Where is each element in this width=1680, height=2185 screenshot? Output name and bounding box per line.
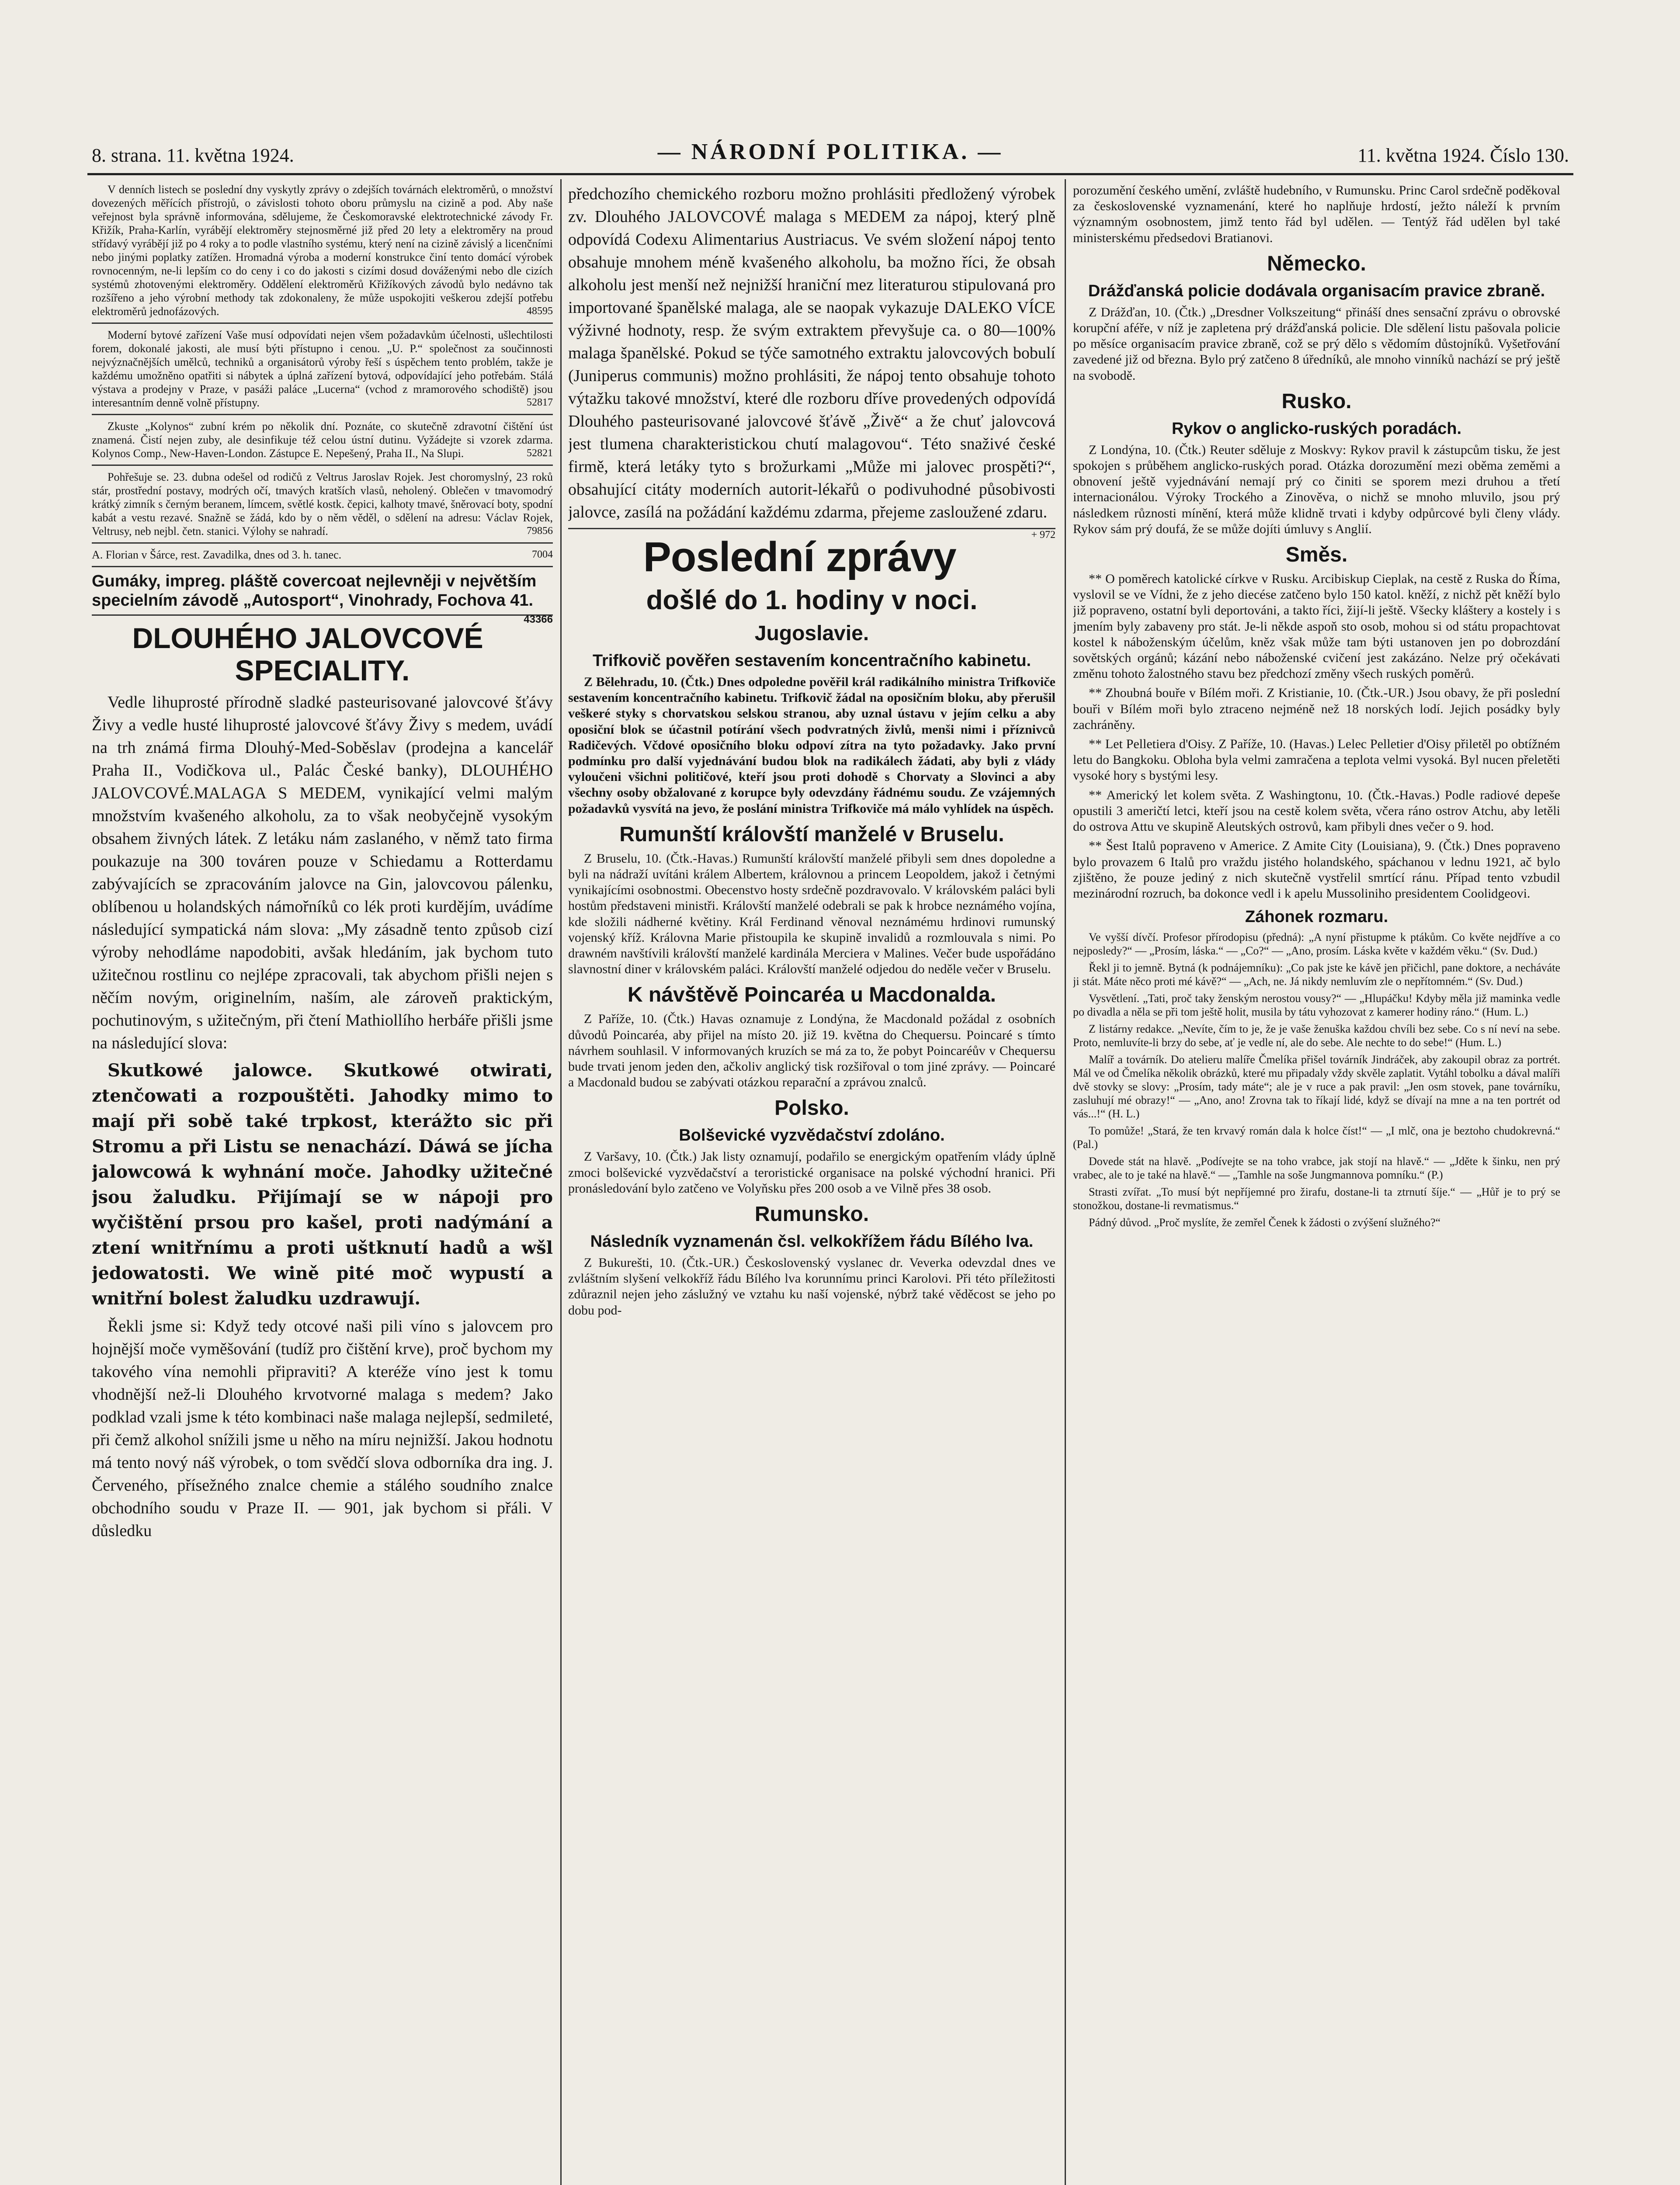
divider (92, 323, 553, 324)
article-paragraph: porozumění českého umění, zvláště hudebního, v Rumunsku. Princ Carol srdečně poděkoval za československé vyznamenání, které ho naplňuje hrdostí, ježto náleží k prvním významným osobnostem, jimž tento řád byl udělen. — Tentýž řád udělen byl také ministerskému předsedovi Bratianovi. (1073, 183, 1560, 245)
column-2 (568, 183, 1055, 2185)
section-subheadline: došlé do 1. hodiny v noci. (646, 585, 978, 615)
joke-paragraph: Z listárny redakce. „Nevíte, čím to je, že je vaše ženuška každou chvíli bez sebe. Co s ní neví na sebe. Proto, nemluvíte-li brzy do sebe, ať je vedle ní, ale do sebe. Ale nechte to do sebe!“ (Hum. L.) (1073, 1023, 1560, 1049)
article-headline: Trifkovič pověřen sestavením koncentračního kabinetu. (592, 652, 1031, 670)
joke-paragraph: Pádný důvod. „Proč myslíte, že zemřel Čenek k žádosti o zvýšení služného?“ (1089, 1216, 1441, 1229)
article-paragraph: Pohřešuje se. 23. dubna odešel od rodičů z Veltrus Jaroslav Rojek. Jest choromyslný, 23 roků stár, prostřední postavy, modrých očí, tmavých kratších vlasů, neholený. Oblečen v tmavomodrý krátký zimník s černým beranem, límcem, světlé kostk. čepici, kalhoty tmavé, šněrovací boty, spodní kabát a vestu rezavé. Snažně se žádá, kdo by o něm věděl, o sdělení na adresu: Václav Rojek, Veltrusy, neb nejbl. četn. stanici. Výlohy se nahradí. 79856 (92, 471, 553, 538)
article-headline: Rykov o anglicko-ruských poradách. (1171, 419, 1462, 438)
article-paragraph: Z Londýna, 10. (Čtk.) Reuter sděluje z Moskvy: Rykov pravil k zástupcům tisku, že jest spokojen s průběhem anglicko-ruských porad. Otázka dorozumění mezi oběma zeměmi a obnovení ještě vyjednávání nemají prý co činiti se sporem mezi druhou a třetí internacionálou. Výroky Trockého a Zinověva, o nichž se mnoho mluvilo, jsou prý následkem různosti mínění, která může klidně trvati i kdyby odpůrcové byli členy vlády. Rykov sám prý doufá, že se může dojíti úmluvy s Anglií. (1073, 442, 1560, 536)
country-heading: Rumunsko. (754, 1203, 869, 1226)
column-divider (1065, 179, 1066, 2185)
joke-paragraph: Ve vyšší dívčí. Profesor přírodopisu (předná): „A nyní přistupme k ptákům. Co květe nejdříve a co nejposledy?“ — „Prosím, láska.“ — „Co?“ — „Ano, prosím. Láska květe v každém věku.“ (Sv. Dud.) (1073, 931, 1560, 957)
article-paragraph: Moderní bytové zařízení Vaše musí odpovídati nejen všem požadavkům účelnosti, ušlechtilosti forem, dokonalé jakosti, ale musí býti přístupno i cenou. „U. P.“ společnost za součinnosti nejvýznačnějších umělců, techniků a organisátorů výroby řeší s úspěchem tento problém, takže je každému umožněno opatřiti si nábytek a úplná zařízení bytová, odpovídající jeho potřebám. Stálá výstava a prodejny v Praze, v pasáži paláce „Lucerna“ (vchod z mramorového schodiště) jsou interesantním denně volně přístupny. 52817 (92, 329, 553, 409)
article-headline: Drážďanská policie dodávala organisacím pravice zbraně. (1088, 281, 1545, 300)
fraktur-quote: Skutkowé jalowce. Skutkowé otwirati, ztenčowati a rozpouštěti. Jahodky mimo to mají při sobě také trpkost, kterážto sic při Stromu a při Listu se nenachází. Dáwá se jícha jalowcowá k wyhnání moče. Jahodky užitečné jsou žaludku. Přijímají se w nápoji pro wyčištění prsou pro kašel, proti nadýmání a ztení wnitřnímu a proti uštknutí hadů a wšl jedowatosti. We wině pité moč wypustí a wnitřní bolest žaludku uzdrawují. (92, 1060, 553, 1309)
section-headline: Poslední zprávy (643, 534, 956, 580)
country-heading: Německo. (1267, 252, 1366, 275)
joke-paragraph: To pomůže! „Stará, že ten krvavý román dala k holce číst!“ — „I mlč, ona je beztoho chudokrevná.“ (Pal.) (1073, 1124, 1560, 1151)
divider (92, 414, 553, 415)
divider (92, 542, 553, 544)
column-divider (560, 179, 562, 2185)
article-headline: Následník vyznamenán čsl. velkokřížem řádu Bílého lva. (590, 1232, 1034, 1251)
article-headline: Bolševické vyzvědačství zdoláno. (679, 1126, 945, 1145)
article-paragraph: Z Paříže, 10. (Čtk.) Havas oznamuje z Londýna, že Macdonald požádal z osobních důvodů Poincaréa, aby přijel na místo 20. již 19. května do Chequersu. Poincaré s tímto návrhem souhlasil. V informovaných kruzích se má za to, že pobyt Poincaréův v Chequersu bude trvati jenom jeden den, ačkoliv anglický tisk rozšiřoval o tom jiné zprávy. — Poincaré a Macdonald budou se zabývati otázkou reparační a zprávou znalců. (568, 1012, 1055, 1090)
article-paragraph: ** Americký let kolem světa. Z Washingtonu, 10. (Čtk.-Havas.) Podle radiové depeše opustili 3 američtí letci, kteří jsou na cestě kolem světa, včera ráno ostrov Atchu, aby letěli do ostrova Attu ve skupině Aleutských ostrovů, kam přibyli dnes večer o 9. hod. (1073, 787, 1560, 834)
article-paragraph: Vedle lihuprosté přírodně sladké pasteurisované jalovcové šťávy Živy a vedle husté lihuprosté jalovcové šťávy Živy s medem, uvádí na trh známá firma Dlouhý-Med-Soběslav (prodejna a kancelář Praha II., Vodičkova ul., Palác České banky), DLOUHÉHO JALOVCOVÉ.MALAGA S MEDEM, vynikající velmi malým množstvím kvašeného alkoholu, za to však neobyčejně vysokým obsahem živných látek. Z letáku nám zaslaného, v němž tato firma poukazuje na 300 továren pouze v Schiedamu a Rotterdamu zabývajících se zpracováním jalovce na Gin, jalovcovou pálenku, oblíbenou u holandských námořníků co lék proti kurdějím, uvádíme následující sympatická nám slova: „My zásadně tento způsob cizí výroby nehodláme napodobiti, avšak hledáním, jak bychom tuto užitečnou rostlinu co nejlépe zpracovali, tak abychom přišli nejen s něčím novým, originelním, naším, ale zároveň praktickým, pochutinovým, s užitečným, při čtení Mathiollího herbáře přišli jsme na následující slova: (92, 693, 553, 1052)
article-paragraph: Z Varšavy, 10. (Čtk.) Jak listy oznamují, podařilo se energickým opatřením vlády úplně zmoci bolševické vyzvědačství a teroristické organisace na polské východní hranici. Při pronásledování bylo zatčeno ve Volyňsku přes 200 osob a ve Vilně přes 38 osob. (568, 1149, 1055, 1196)
article-paragraph: ** Let Pelletiera d'Oisy. Z Paříže, 10. (Havas.) Lelec Pelletier d'Oisy přiletěl po obtížném letu do Bangkoku. Obloha byla velmi zamračena a teplota velmi vysoká. Byl nucen přeletěti vysoké hory s bystými lesy. (1073, 737, 1560, 783)
header-left: 8. strana. 11. května 1924. (92, 145, 294, 166)
newspaper-title: — NÁRODNÍ POLITIKA. — (657, 139, 1003, 164)
divider (92, 614, 553, 616)
header-right: 11. května 1924. Číslo 130. (1357, 145, 1569, 166)
article-headline: DLOUHÉHO JALOVCOVÉ SPECIALITY. (132, 622, 483, 687)
article-paragraph: Z Bruselu, 10. (Čtk.-Havas.) Rumunští královští manželé přibyli sem dnes dopoledne a byli na nádraží uvítáni králem Albertem, královnou a princem Leopoldem, jakož i četnými vynikajícími osobnostmi. Obecenstvo hosty srdečně pozdravovalo. V královském paláci byli hostům představeni ministři. Královští manželé odebrali se pak k hrobce neznámého vojína, kde složili nádherné květiny. Král Ferdinand věnoval neznámému hrdinovi rumunský vojenský kříž. Královna Marie přistoupila ke skupině invalidů a rozmlouvala s nimi. Po drawném navštívili královští manželé kardinála Merciera v Malines. Večer bude uspořádáno slavnostní diner v královském paláci. Královští manželé odjedou do neděle večer v Bruselu. (568, 851, 1055, 977)
country-heading: Polsko. (774, 1096, 849, 1120)
article-paragraph: Z Bukurešti, 10. (Čtk.-UR.) Československý vyslanec dr. Veverka odevzdal dnes ve zvláštním slyšení velkokříž řádu Bílého lva korunnímu princi Karolovi. Při této příležitosti zdůraznil nejen jeho záslužný ve vztahu ku naší vojenské, nýbrž také věděcost se jeho po dobu pod- (568, 1256, 1055, 1318)
section-heading: Záhonek rozmaru. (1245, 908, 1388, 926)
joke-paragraph: Dovede stát na hlavě. „Podívejte se na toho vrabce, jak stojí na hlavě.“ — „Jděte k šinku, nen prý vrabec, ale to je také na hlavě.“ — „Tamhle na soše Jungmannova pomníku.“ (P.) (1073, 1155, 1560, 1182)
article-paragraph: Z Drážďan, 10. (Čtk.) „Dresdner Volkszeitung“ přináší dnes sensační zprávu o obrovské korupční aféře, v níž je zapletena prý drážďanská policie. Dle sdělení listu pašovala policie po měsíce organisacím pravice zbraně, což se prý dělo s vědomím důstojníků. Vyšetřování zavedené již od března. Bylo prý zatčeno 8 úředníků, ale mnoho vinníků nachází se prý ještě na svobodě. (1073, 305, 1560, 383)
article-headline: K návštěvě Poincaréa u Macdonalda. (628, 983, 996, 1007)
article-paragraph: Řekli jsme si: Když tedy otcové naši pili víno s jalovcem pro hojnější moče vyměšování (tudíž pro čištění krve), proč bychom my takového vína nemohli připraviti? A kteréže víno jest k tomu vhodnější než-li Dlouhého krvotvorné malaga s medem? Jako podklad vzali jsme k této kombinaci naše malaga nejlepší, sedmileté, při čemž alkohol snížili jsme u něho na míru nejnižší. Jakou hodnotu má tento nový náš výrobek, o tom svědčí slova odborníka dra ing. J. Červeného, přísežného znalce chemie a stálého soudního znalce obchodního soudu v Praze II. — 901, jak bychom si přáli. V důsledku (92, 1317, 553, 1540)
article-headline: Rumunští královští manželé v Bruselu. (619, 822, 1004, 846)
article-paragraph: ** Zhoubná bouře v Bílém moři. Z Kristianie, 10. (Čtk.-UR.) Jsou obavy, že při poslední bouři v Bílém moři bylo ztraceno nejméně než 18 norských lodí. Jejich posádky byly zachráněny. (1073, 686, 1560, 732)
masthead (87, 139, 1573, 168)
header-rule (87, 173, 1573, 175)
article-paragraph: předchozího chemického rozboru možno prohlásiti předložený výrobek zv. Dlouhého JALOVCOVÉ malaga s MEDEM za nápoj, který plně odpovídá Codexu Alimentarius Austriacus. Ve svém složení nápoj tento obsahuje mnohem méně kvašeného alkoholu, ba možno říci, že obsah alkoholu jest menší než nejnižší hraniční mez literaturou stipulovaná pro importované španělské malaga, ale se naopak vykazuje DALEKO VÍCE výživné hodnoty, resp. že svým extraktem převyšuje ca. o 80—100% malaga španělské. Pokud se týče samotného extraktu jalovcových bobulí (Juniperus communis) možno prohlásiti, že nápoj tento obsahuje tohoto výtažku takové množství, které dle rozboru dříve provedených odpovídá Dlouhého pasteurisované jalovcové šťávě „Živě“ a že chuť jalovcová jest tlumena charakteristickou chutí malagovou“. Této snaživé české firmě, která letáky tyto s brožurkami „Může mi jalovec prospěti?“, obsahující citáty moderních autorit-lékařů o podivuhodné působivosti jalovce, zasílá na požádání každému zdarma, přejeme zasloužené zdaru. + 972 (568, 185, 1055, 541)
joke-paragraph: Strasti zvířat. „To musí být nepříjemné pro žirafu, dostane-li ta ztrnutí šíje.“ — „Hůř je to prý se stonožkou, dostane-li revmatismus.“ (1073, 1186, 1560, 1212)
article-paragraph: Zkuste „Kolynos“ zubní krém po několik dní. Poznáte, co skutečně zdravotní čištění úst znamená. Čistí nejen zuby, ale desinfikuje též celou ústní dutinu. Vyžádejte si vzorek zdarma. Kolynos Comp., New-Haven-London. Zástupce E. Nepešený, Praha II., Na Slupi. 52821 (92, 420, 553, 460)
article-paragraph: ** Šest Italů popraveno v Americe. Z Amite City (Louisiana), 9. (Čtk.) Dnes popraveno bylo provazem 6 Italů pro vraždu jistého holandského, spáchanou v lednu 1921, ač bylo zjištěno, že pouze jediný z nich skutečně vystřelil smrtící ránu. Případ tento vzbudil mezinárodní rozruch, ba dokonce vedl i k apelu Mussoliniho presidentem Coolidgeovi. (1073, 839, 1560, 901)
joke-paragraph: Malíř a továrník. Do atelieru malíře Čmelíka přišel továrník Jindráček, aby zakoupil obraz za portrét. Mál ve od Čmelíka několik obrázků, které mu připadaly vždy skvěle zaplatit. Vytáhl tobolku a dával malíři dvě stovky se slovy: „Prosím, tady máte“; ale je v ruce a pak pravil: „Jen osm stovek, pane továrníku, zasluhují mé obrazy!“ — „Ano, ano! Zrovna tak to říkají lidé, když se dívají na mne a na ten portrét od vás...!“ (H. L.) (1073, 1053, 1560, 1120)
article-paragraph: ** O poměrech katolické církve v Rusku. Arcibiskup Cieplak, na cestě z Ruska do Říma, vyslovil se ve Vídni, že z jeho diecése zatčeno bylo 150 katol. kněží, z nichž pět kněží bylo již popraveno, ostatní byli deportováni, a takto říci, žijí-li ještě. Všecky kláštery a kostely i s jmením byly zabaveny pro stát. Je-li někde aspoň sto osob, mohou si od státu propachtovat kostel k náboženským účelům, kněz však může tam býti ustanoven jen po dobrozdání sovětských orgánů; kázání nebo náboženské cvičení jest zakázáno. Nelze prý očekávati změnu tohoto žalostného stavu bez předchozí změny všech ruských poměrů. (1073, 572, 1560, 681)
divider (92, 465, 553, 466)
country-heading: Jugoslavie. (754, 622, 869, 645)
section-heading: Směs. (1285, 543, 1348, 567)
advertisement: Gumáky, impreg. pláště covercoat nejlevněji v největším specielním závodě „Autosport“, Vinohrady, Fochova 41. 43366 (92, 572, 553, 625)
column-1 (92, 183, 553, 2185)
article-paragraph: V denních listech se poslední dny vyskytly zprávy o zdejších továrnách elektroměrů, o množství dovezených měřících přístrojů, o závislosti tohoto oboru průmyslu na cizině a pod. Aby naše veřejnost byla správně informována, sdělujeme, že Českomoravské elektrotechnické závody Fr. Křižík, Praha-Karlín, vyrábějí elektroměry stejnosměrné již před 20 lety a elektroměry na proud střídavý vyrábějí již po 4 roky a to podle vlastního systému, který není na cizině závislý a licenčními nebo jinými poplatky zatížen. Hromadná výroba a moderní konstrukce činí tento domácí výrobek rovnocenným, ne-li lepším co do ceny i co do jakosti s cizími dosud dováženými nebo dle cizích systémů zhotovenými elektroměry. Oddělení elektroměrů Křižíkových závodů bylo nedávno tak rozšířeno a jeho výrobní methody tak zdokonaleny, že může uspokojiti veškerou zdejší potřebu elektroměrů jednofázových. 48595 (92, 183, 553, 318)
country-heading: Rusko. (1281, 389, 1352, 413)
article-paragraph: A. Florian v Šárce, rest. Zavadilka, dnes od 3. h. tanec. 7004 (92, 548, 553, 561)
divider (568, 528, 1055, 529)
joke-paragraph: Vysvětlení. „Tati, proč taky ženským nerostou vousy?“ — „Hlupáčku! Kdyby měla již maminka vedle po divadla a něla se při tom ještě holit, musila by tátu vyhozovat z kamerer hodiny ráno.“ (Hum. L.) (1073, 992, 1560, 1019)
divider (92, 566, 553, 567)
article-paragraph: Z Bělehradu, 10. (Čtk.) Dnes odpoledne pověřil král radikálního ministra Trifkoviče sestavením koncentračního kabinetu. Trifkovič žádal na oposičním bloku, aby přerušil veškeré styky s chorvatskou selskou stranou, aby uznal ústavu v jejím celku a aby oposiční blok se účastnil potírání všech podvratných živlů, menši nimi i příznivců Radičevých. Včdové oposičního bloku odpoví zítra na tyto požadavky. Jako první podmínku pro další vyjednávání budou blok na radikálech žádati, aby byli z vlády vyloučeni všichni političové, kteří jsou proti dohodě s Chorvaty a Slovinci a aby všechny osoby obžalované z korupce byly odevzdány řádnému soudu. Ze vzájemných požadavků vysvítá na jevo, že poslání ministra Trifkoviče má málo vyhlídek na úspěch. (568, 675, 1055, 816)
joke-paragraph: Řekl ji to jemně. Bytná (k podnájemníku): „Co pak jste ke kávě jen přičichl, pane doktore, a necháváte ji stát. Máte něco proti mé kávě?“ — „Ach, ne. Já nikdy nemluvím zle o nepřítomném.“ (Sv. Dud.) (1073, 961, 1560, 988)
column-3 (1073, 183, 1560, 2185)
